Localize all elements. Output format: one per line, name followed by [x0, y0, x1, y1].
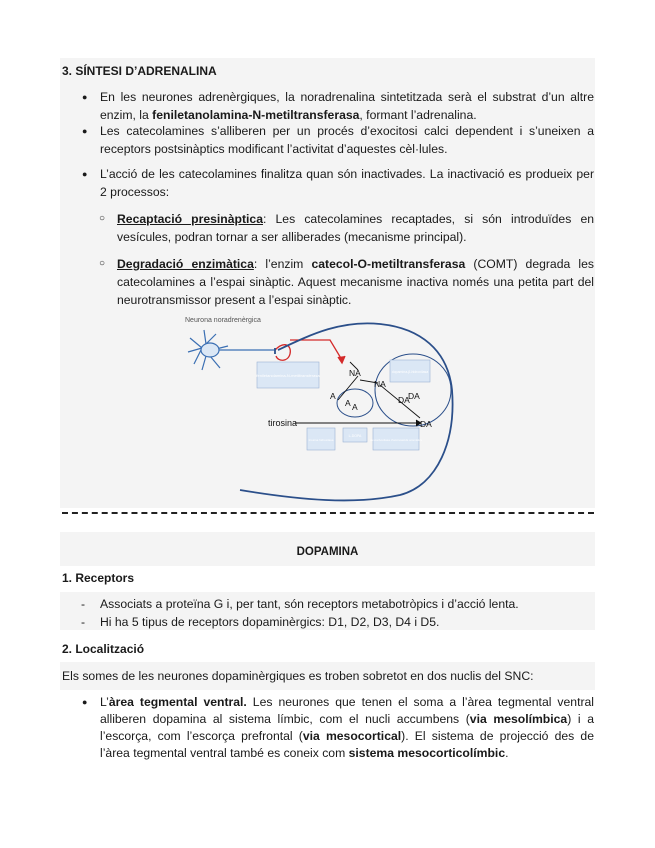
neuron-diagram	[180, 310, 480, 510]
list-item: ● Les catecolamines s’alliberen per un procés d’exocitosi calci dependent i s’uneixen a receptors postsinàptics modificant l’activitat d’aquestes cèl·lules.	[82, 124, 594, 156]
enzyme-box-text: feniletanolamina-N-metiltransferasa	[256, 373, 320, 378]
label-da: DA	[408, 391, 420, 401]
bullet-icon: ●	[82, 126, 88, 136]
label-da: DA	[420, 419, 432, 429]
bullet-icon: ●	[82, 92, 88, 102]
list-item: - Hi ha 5 tipus de receptors dopaminèrgics: D1, D2, D3, D4 i D5.	[81, 615, 440, 629]
label-na: NA	[374, 379, 386, 389]
sub-list-item: ○ Degradació enzimàtica: l’enzim catecol-O-metiltransferasa (COMT) degrada les catecolamines a l’espai sinàptic. Aquest mecanisme inactiva només una petita part del neurotransmissor present a l’espai sinàptic.	[99, 257, 594, 307]
sub-list-item: ○ Recaptació presinàptica: Les catecolamines recaptades, si són introduïdes en vesícules, podran tornar a ser alliberades (mecanisme principal).	[99, 212, 594, 244]
enzyme-box-text: descarboxilasa d’aminoàcids aromàtics	[369, 438, 423, 442]
enzyme-box-text: dopamina-β-hidroxilasa	[391, 370, 429, 374]
autoreceptor-arrow	[275, 340, 345, 363]
subsection-heading: 1. Receptors	[62, 571, 135, 585]
section-divider	[62, 512, 594, 514]
section-heading: 3. SÍNTESI D’ADRENALINA	[62, 64, 217, 78]
diagram-title: Neurona noradrenèrgica	[185, 317, 261, 324]
list-item: ● En les neurones adrenèrgiques, la noradrenalina sintetitzada serà el substrat d’un altre enzim, la feniletanolamina-N-metiltransferasa, formant l’adrenalina.	[82, 90, 594, 122]
label-a: A	[330, 391, 336, 401]
bullet-icon: ●	[82, 697, 88, 707]
circle-bullet-icon: ○	[99, 258, 106, 269]
label-tirosina: tirosina	[268, 418, 298, 428]
list-item: ● L’àrea tegmental ventral. Les neurones que tenen el soma a l’àrea tegmental ventral alliberen dopamina al sistema límbic, com el nucli accumbens (via mesolímbica) i a l’escorça, com l’escorça prefrontal (via mesocortical). El sistema de projecció des de l’àrea tegmental ventral també es coneix com sistema mesocorticolímbic.	[82, 695, 594, 760]
paragraph: Els somes de les neurones dopaminèrgiques es troben sobretot en dos nuclis del SNC:	[62, 669, 534, 683]
label-na: NA	[349, 368, 361, 378]
enzyme-box-text: tirosina hidroxilasa	[308, 438, 334, 442]
label-da: DA	[398, 395, 410, 405]
circle-bullet-icon: ○	[99, 213, 106, 224]
section-title: DOPAMINA	[296, 546, 359, 558]
bullet-icon: ●	[82, 169, 88, 179]
label-a: A	[352, 402, 358, 412]
enzyme-box-text: L-DOPA	[348, 434, 362, 438]
list-item: ● L’acció de les catecolamines finalitza quan són inactivades. La inactivació es produeix per 2 processos:	[82, 167, 594, 199]
label-a: A	[345, 398, 351, 408]
subsection-heading: 2. Localització	[62, 642, 145, 656]
list-item: - Associats a proteïna G i, per tant, són receptors metabotròpics i d’acció lenta.	[81, 597, 519, 611]
